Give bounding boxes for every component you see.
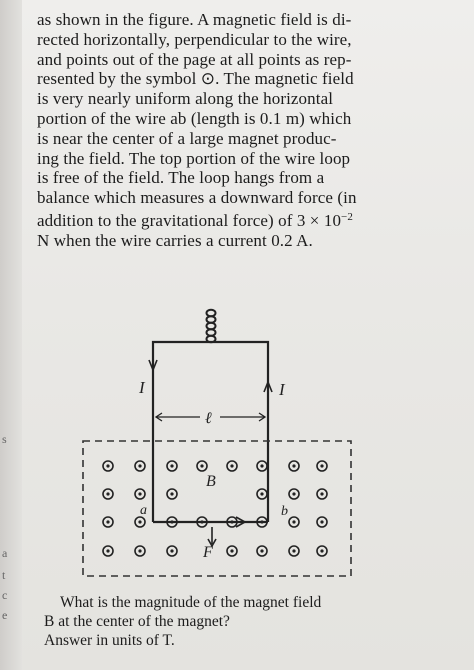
margin-char: c [2, 588, 8, 602]
field-dot-icon [317, 489, 327, 499]
wire-loop [153, 342, 268, 522]
length-label: ℓ [205, 410, 212, 427]
field-dot-icon [103, 489, 113, 499]
field-dot-icon [289, 461, 299, 471]
field-dot-icon [135, 546, 145, 556]
field-dot-icon [135, 517, 145, 527]
field-dot-icon [167, 546, 177, 556]
text-line: N when the wire carries a current 0.2 A. [37, 230, 313, 250]
magnet-field-region [83, 441, 351, 576]
question-line: What is the magnitude of the magnet field [60, 594, 322, 611]
field-dot-icon [257, 546, 267, 556]
current-label-left: I [139, 378, 145, 397]
text-line: portion of the wire ab (length is 0.1 m) which [37, 108, 352, 128]
text-line: as shown in the figure. A magnetic field is di- [37, 10, 352, 29]
field-dot-icon [167, 461, 177, 471]
field-dot-icon [197, 461, 207, 471]
text-line: balance which measures a downward force (in [37, 188, 357, 208]
field-dot-icon [103, 517, 113, 527]
text-line: resented by the symbol ⊙. The magnetic field [37, 69, 354, 89]
text-line: ing the field. The top portion of the wire loop [37, 148, 351, 168]
field-dot-icon [227, 546, 237, 556]
margin-char: a [2, 546, 8, 560]
point-a-label: a [140, 503, 147, 518]
field-dot-icon [257, 461, 267, 471]
question-text [44, 593, 424, 650]
field-dot-icon [103, 546, 113, 556]
field-dot-icon [289, 517, 299, 527]
field-dot-icon [289, 489, 299, 499]
answer-units-line: Answer in units of T. [44, 632, 175, 649]
force-label: F [203, 544, 213, 561]
margin-char: s [2, 432, 7, 446]
field-label: B [206, 473, 216, 490]
margin-char: e [2, 608, 8, 622]
field-dot-icon [317, 517, 327, 527]
text-line: rected horizontally, perpendicular to the wire, [37, 29, 352, 49]
question-line: B at the center of the magnet? [44, 613, 230, 630]
point-b-label: b [281, 504, 288, 519]
text-line: is near the center of a large magnet produc- [37, 128, 337, 148]
force-expression: addition to the gravitational force) of 3 × 10 [37, 210, 342, 230]
field-dot-icon [135, 489, 145, 499]
balance-spring-icon [207, 310, 216, 343]
text-line: and points out of the page at all points as rep- [37, 49, 352, 69]
field-dot-icon [103, 461, 113, 471]
field-dot-icon [317, 461, 327, 471]
field-dot-icon [135, 461, 145, 471]
field-dot-icon [289, 546, 299, 556]
field-dot-icon [167, 489, 177, 499]
margin-char: t [2, 568, 6, 582]
field-dot-icon [227, 461, 237, 471]
field-dot-icon [317, 546, 327, 556]
field-dot-icon [257, 489, 267, 499]
current-label-right: I [279, 380, 285, 399]
exponent: −2 [341, 210, 353, 223]
text-line: is very nearly uniform along the horizontal [37, 89, 334, 109]
text-line: is free of the field. The loop hangs from a [37, 168, 325, 188]
